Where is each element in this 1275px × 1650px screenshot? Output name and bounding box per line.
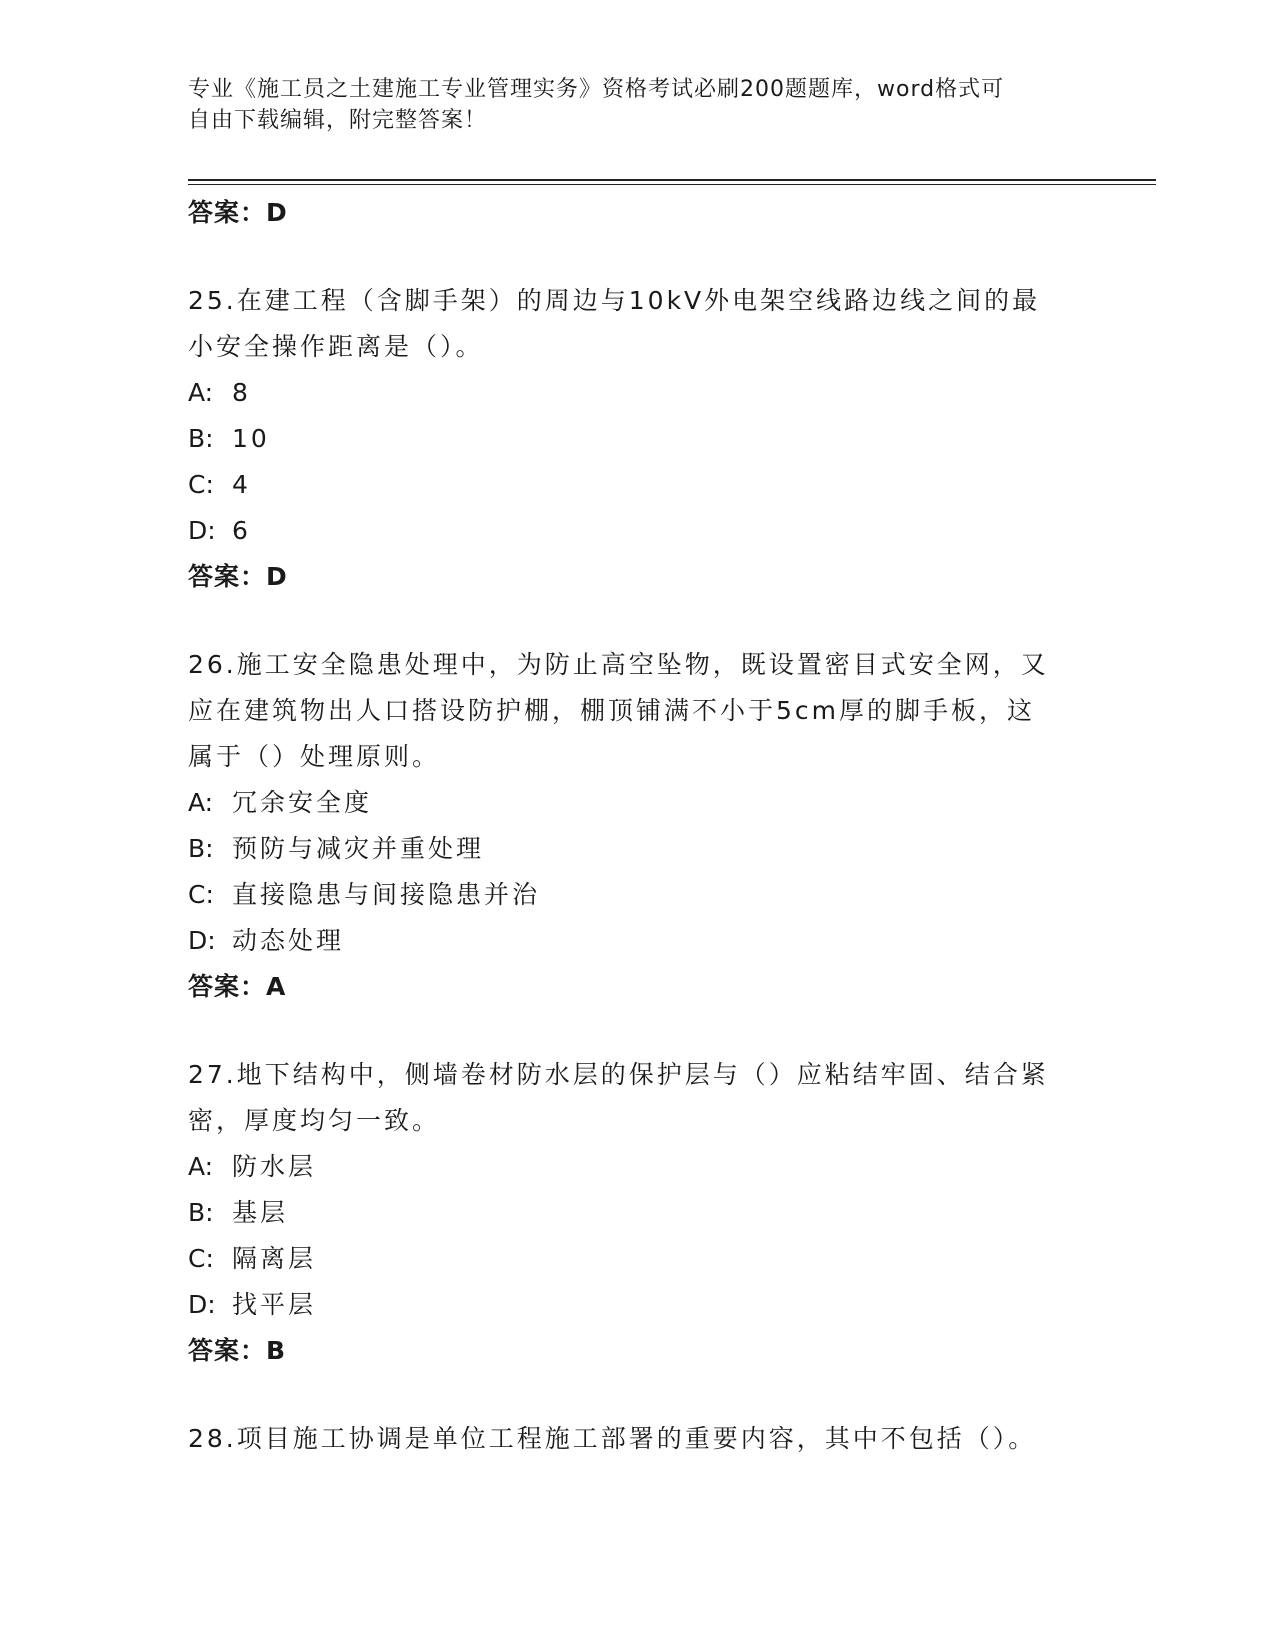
question-26	[188, 642, 1088, 1010]
question-stem	[188, 1416, 1088, 1462]
question-stem	[188, 1052, 1088, 1144]
option-a: A: 冗余安全度	[188, 788, 373, 817]
stem-line: 应在建筑物出人口搭设防护棚，棚顶铺满不小于5cm厚的脚手板，这	[188, 696, 1036, 725]
answer: 答案：D	[188, 562, 288, 591]
question-stem	[188, 642, 1088, 780]
header-line-1: 专业《施工员之土建施工专业管理实务》资格考试必刷200题题库，word格式可	[188, 77, 1005, 102]
previous-answer: 答案：D	[188, 198, 288, 227]
header-line-2: 自由下载编辑，附完整答案！	[188, 108, 488, 133]
question-25	[188, 278, 1088, 600]
option-b: B: 基层	[188, 1198, 289, 1227]
stem-line: 28.项目施工协调是单位工程施工部署的重要内容，其中不包括（）。	[188, 1424, 1037, 1453]
question-stem	[188, 278, 1088, 370]
option-a: A: 防水层	[188, 1152, 317, 1181]
header-divider-thin	[188, 184, 1156, 185]
option-b: B: 预防与减灾并重处理	[188, 834, 485, 863]
stem-line: 小安全操作距离是（）。	[188, 332, 484, 361]
stem-line: 密，厚度均匀一致。	[188, 1106, 441, 1135]
option-b: B: 10	[188, 424, 270, 453]
option-d: D: 找平层	[188, 1290, 317, 1319]
option-c: C: 直接隐患与间接隐患并治	[188, 880, 541, 909]
option-d: D: 6	[188, 516, 251, 545]
answer: 答案：B	[188, 1336, 287, 1365]
stem-line: 26.施工安全隐患处理中，为防止高空坠物，既设置密目式安全网，又	[188, 650, 1049, 679]
answer: 答案：A	[188, 972, 287, 1001]
question-list	[188, 190, 1088, 1462]
page-header	[188, 74, 1068, 136]
option-a: A: 8	[188, 378, 251, 407]
option-d: D: 动态处理	[188, 926, 345, 955]
header-divider-thick	[188, 179, 1156, 181]
question-27	[188, 1052, 1088, 1374]
option-c: C: 4	[188, 470, 251, 499]
stem-line: 25.在建工程（含脚手架）的周边与10kV外电架空线路边线之间的最	[188, 286, 1041, 315]
stem-line: 27.地下结构中，侧墙卷材防水层的保护层与（）应粘结牢固、结合紧	[188, 1060, 1049, 1089]
stem-line: 属于（）处理原则。	[188, 742, 441, 771]
option-c: C: 隔离层	[188, 1244, 317, 1273]
question-28	[188, 1416, 1088, 1462]
